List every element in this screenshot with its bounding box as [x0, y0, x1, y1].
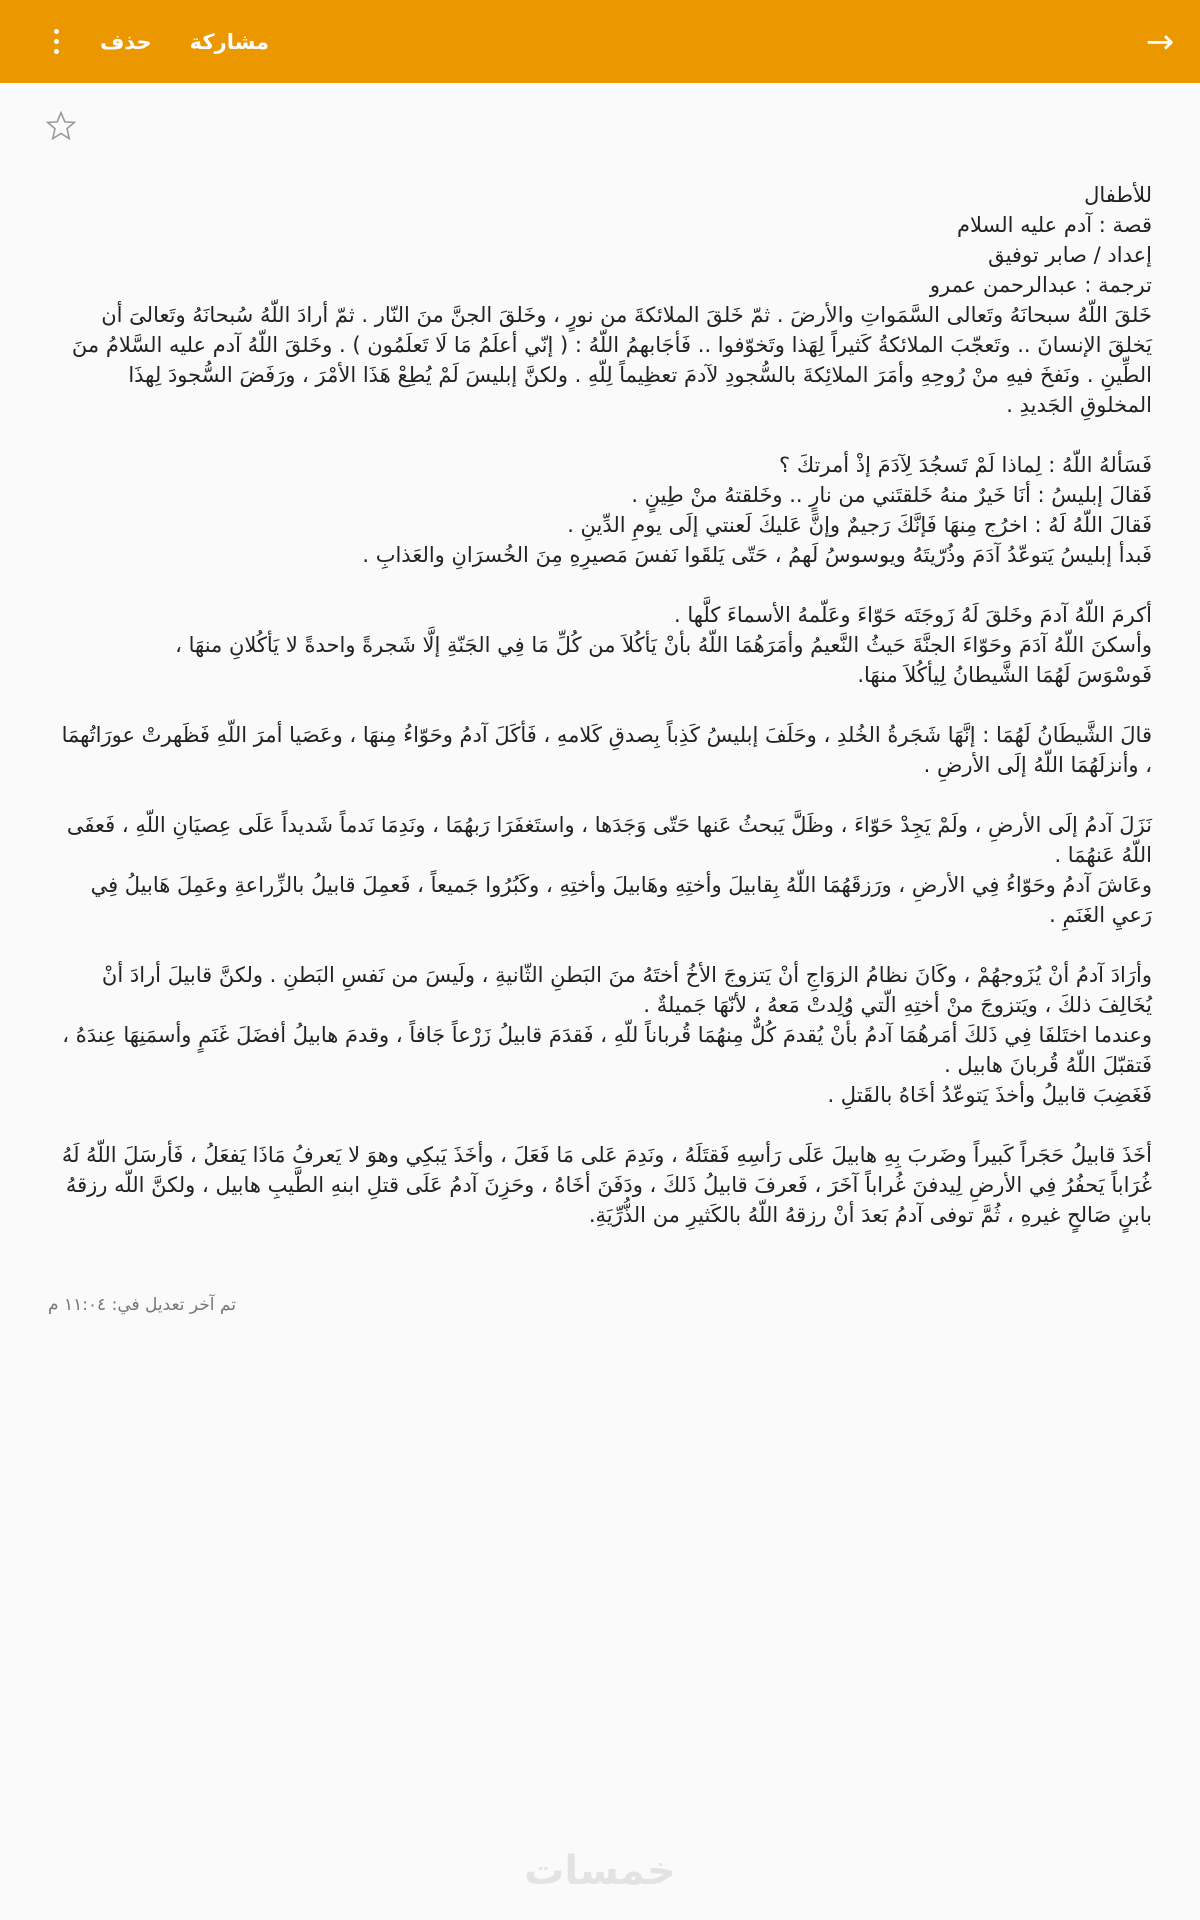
note-body[interactable]: للأطفال قصة : آدم عليه السلام إعداد / صابر توفيق ترجمة : عبدالرحمن عمرو خَلقَ اللّهُ سبحانَهُ وتَعالى السَّمَواتِ والأرضَ . ثمّ خَلقَ الملائكةَ من نورٍ ، وخَلقَ الجنَّ منَ النّار . ثمّ أرادَ اللّهُ سُبحانَهُ وتَعالىَ أن يَخلقَ الإنسانَ .. وتَعجّبَ الملائكةُ كَثيراً لِهَذا وتَخوّفوا .. فَأجَابهمُ اللّهُ : ( إنّي أعلَمُ مَا لَا تَعلَمُون ) . وخَلقَ اللّهُ آدم عليه السَّلامُ منَ الطِّينِ . ونَفخَ فيهِ منْ رُوحِهِ وأمَرَ الملائِكةَ بالسُّجودِ لآدمَ تعظِيماً لِلّهِ . ولكنَّ إبليسَ لَمْ يُطِعْ هَذَا الأمْرَ ، ورَفَضَ السُّجودَ لِهذَا المخلوقِ الجَديدِ . فَسَألهُ اللّهُ : لِماذا لَمْ تَسجُدَ لِآدَمَ إذْ أمرتكَ ؟ فَقالَ إبليسُ : أنَا خَيرٌ منهُ خَلقتَني من نارٍ .. وخَلقتهُ منْ طِينٍ . فَقالَ اللّهُ لَهُ : اخرُج مِنهَا فَإنَّكَ رَجيمٌ وإنَّ عَليكَ لَعنتي إلَى يومِ الدِّينِ . فَبدأ إبليسُ يَتوعّدُ آدَمَ وذُرّيتَهُ ويوسوسُ لَهمُ ، حَتّى يَلقَوا نَفسَ مَصيرِهِ مِنَ الخُسرَانِ والعَذابِ . أكرمَ اللّهُ آدمَ وخَلقَ لَهُ زَوجَتَه حَوّاءَ وعَلّمهُ الأسماءَ كلَّها . وأسكنَ اللّهُ آدَمَ وحَوّاءَ الجنَّةَ حَيثُ النَّعيمُ وأمَرَهُمَا اللّهُ بأنْ يَأكُلاَ من كُلِّ مَا فِي الجَنّةِ إلَّا شَجرةً واحدةً لا يَأكُلانِ منهَا ، فَوسْوَسَ لَهُمَا الشَّيطانُ لِيأكُلاَ منهَا. قالَ الشَّيطَانُ لَهُمَا : إنَّهَا شَجَرةُ الخُلدِ ، وحَلَفَ إبليسُ كَذِباً بِصدقِ كَلامهِ ، فَأكَلَ آدمُ وحَوّاءُ مِنهَا ، وعَصَيا أمرَ اللّهِ فَظَهرتْ عورَاتُهمَا ، وأنزلَهُمَا اللّهُ إلَى الأرضِ . نَزَلَ آدمُ إلَى الأرضِ ، ولَمْ يَجِدْ حَوّاءَ ، وظَلَّ يَبحثُ عَنها حَتّى وَجَدَها ، واستَغفَرَا رَبهُمَا ، ونَدِمَا نَدماً شَديداً عَلَى عِصيَانِ اللّهِ ، فَعفَى اللّهُ عَنهُمَا . وعَاشَ آدمُ وحَوّاءُ فِي الأرضِ ، ورَزقَهُمَا اللّهُ بِقابيلَ وأختِهِ وهَابيلَ وأختِهِ ، وكَبُرُوا جَميعاً ، فَعمِلَ قابيلُ بالزِّراعةِ وعَمِلَ هَابيلُ فِي رَعيِ الغَنَمِ . وأرَادَ آدمُ أنْ يُزَوجهُمْ ، وكَانَ نظامُ الزوَاجِ أنْ يَتزوجَ الأخُ أختَهُ منَ البَطنِ الثّانيةِ ، ولَيسَ من نَفسِ البَطنِ . ولكنَّ قابيلَ أرادَ أنْ يُخَالِفَ ذلكَ ، ويَتزوجَ منْ أختِهِ الّتي وُلِدتْ مَعهُ ، لأنّهَا جَميلةٌ . وعندما اختَلفَا فِي ذَلكَ أمَرهُمَا آدمُ بأنْ يُقدمَ كُلٌّ مِنهُمَا قُرباناً للّهِ ، فَقدَمَ قابيلُ زَرْعاً جَافاً ، وقدمَ هابيلُ أفضَلَ غَنَمٍ وأسمَنِهَا عِندَهُ ، فَتقبّلَ اللّهُ قُربانَ هابيل . فَغَضِبَ قابيلُ وأخذَ يَتوعّدُ أخَاهُ بالقَتلِ . أخَذَ قابيلُ حَجَراً كَبيراً وضَربَ بِهِ هابيلَ عَلَى رَأسِهِ فَقتَلَهُ ، ونَدِمَ عَلى مَا فَعَلَ ، وأخَذَ يَبكِي وهوَ لا يَعرفُ مَاذَا يَفعَلُ ، فَأرسَلَ اللّهُ لَهُ غُرَاباً يَحفُرُ فِي الأرضِ لِيدفنَ غُراباً آخَرَ ، فَعرفَ قابيلُ ذَلكَ ، ودَفَنَ أخَاهُ ، وحَزِنَ آدمُ عَلَى قتلِ ابنهِ الطَّيبِ هابيل ، ولكنَّ اللّه رزقهُ بابنٍ صَالحٍ غيرهِ ، ثُمَّ توفى آدمُ بَعدَ أنْ رزقهُ اللّهُ بالكَثيرِ من الذُّرِّيَةِ.: [61, 183, 1152, 1227]
toolbar: [0, 0, 1200, 83]
more-vertical-icon[interactable]: [50, 29, 62, 54]
last-modified: تم آخر تعديل في: ١١:٠٤ م: [48, 1295, 236, 1315]
delete-button[interactable]: حذف: [100, 29, 152, 54]
toolbar-actions: [50, 0, 269, 83]
share-button[interactable]: مشاركة: [189, 29, 269, 54]
back-button[interactable]: [1142, 24, 1178, 60]
star-outline-icon[interactable]: [45, 110, 77, 142]
watermark-logo: خمسات: [524, 1848, 676, 1894]
arrow-right-icon: →: [1145, 22, 1175, 62]
